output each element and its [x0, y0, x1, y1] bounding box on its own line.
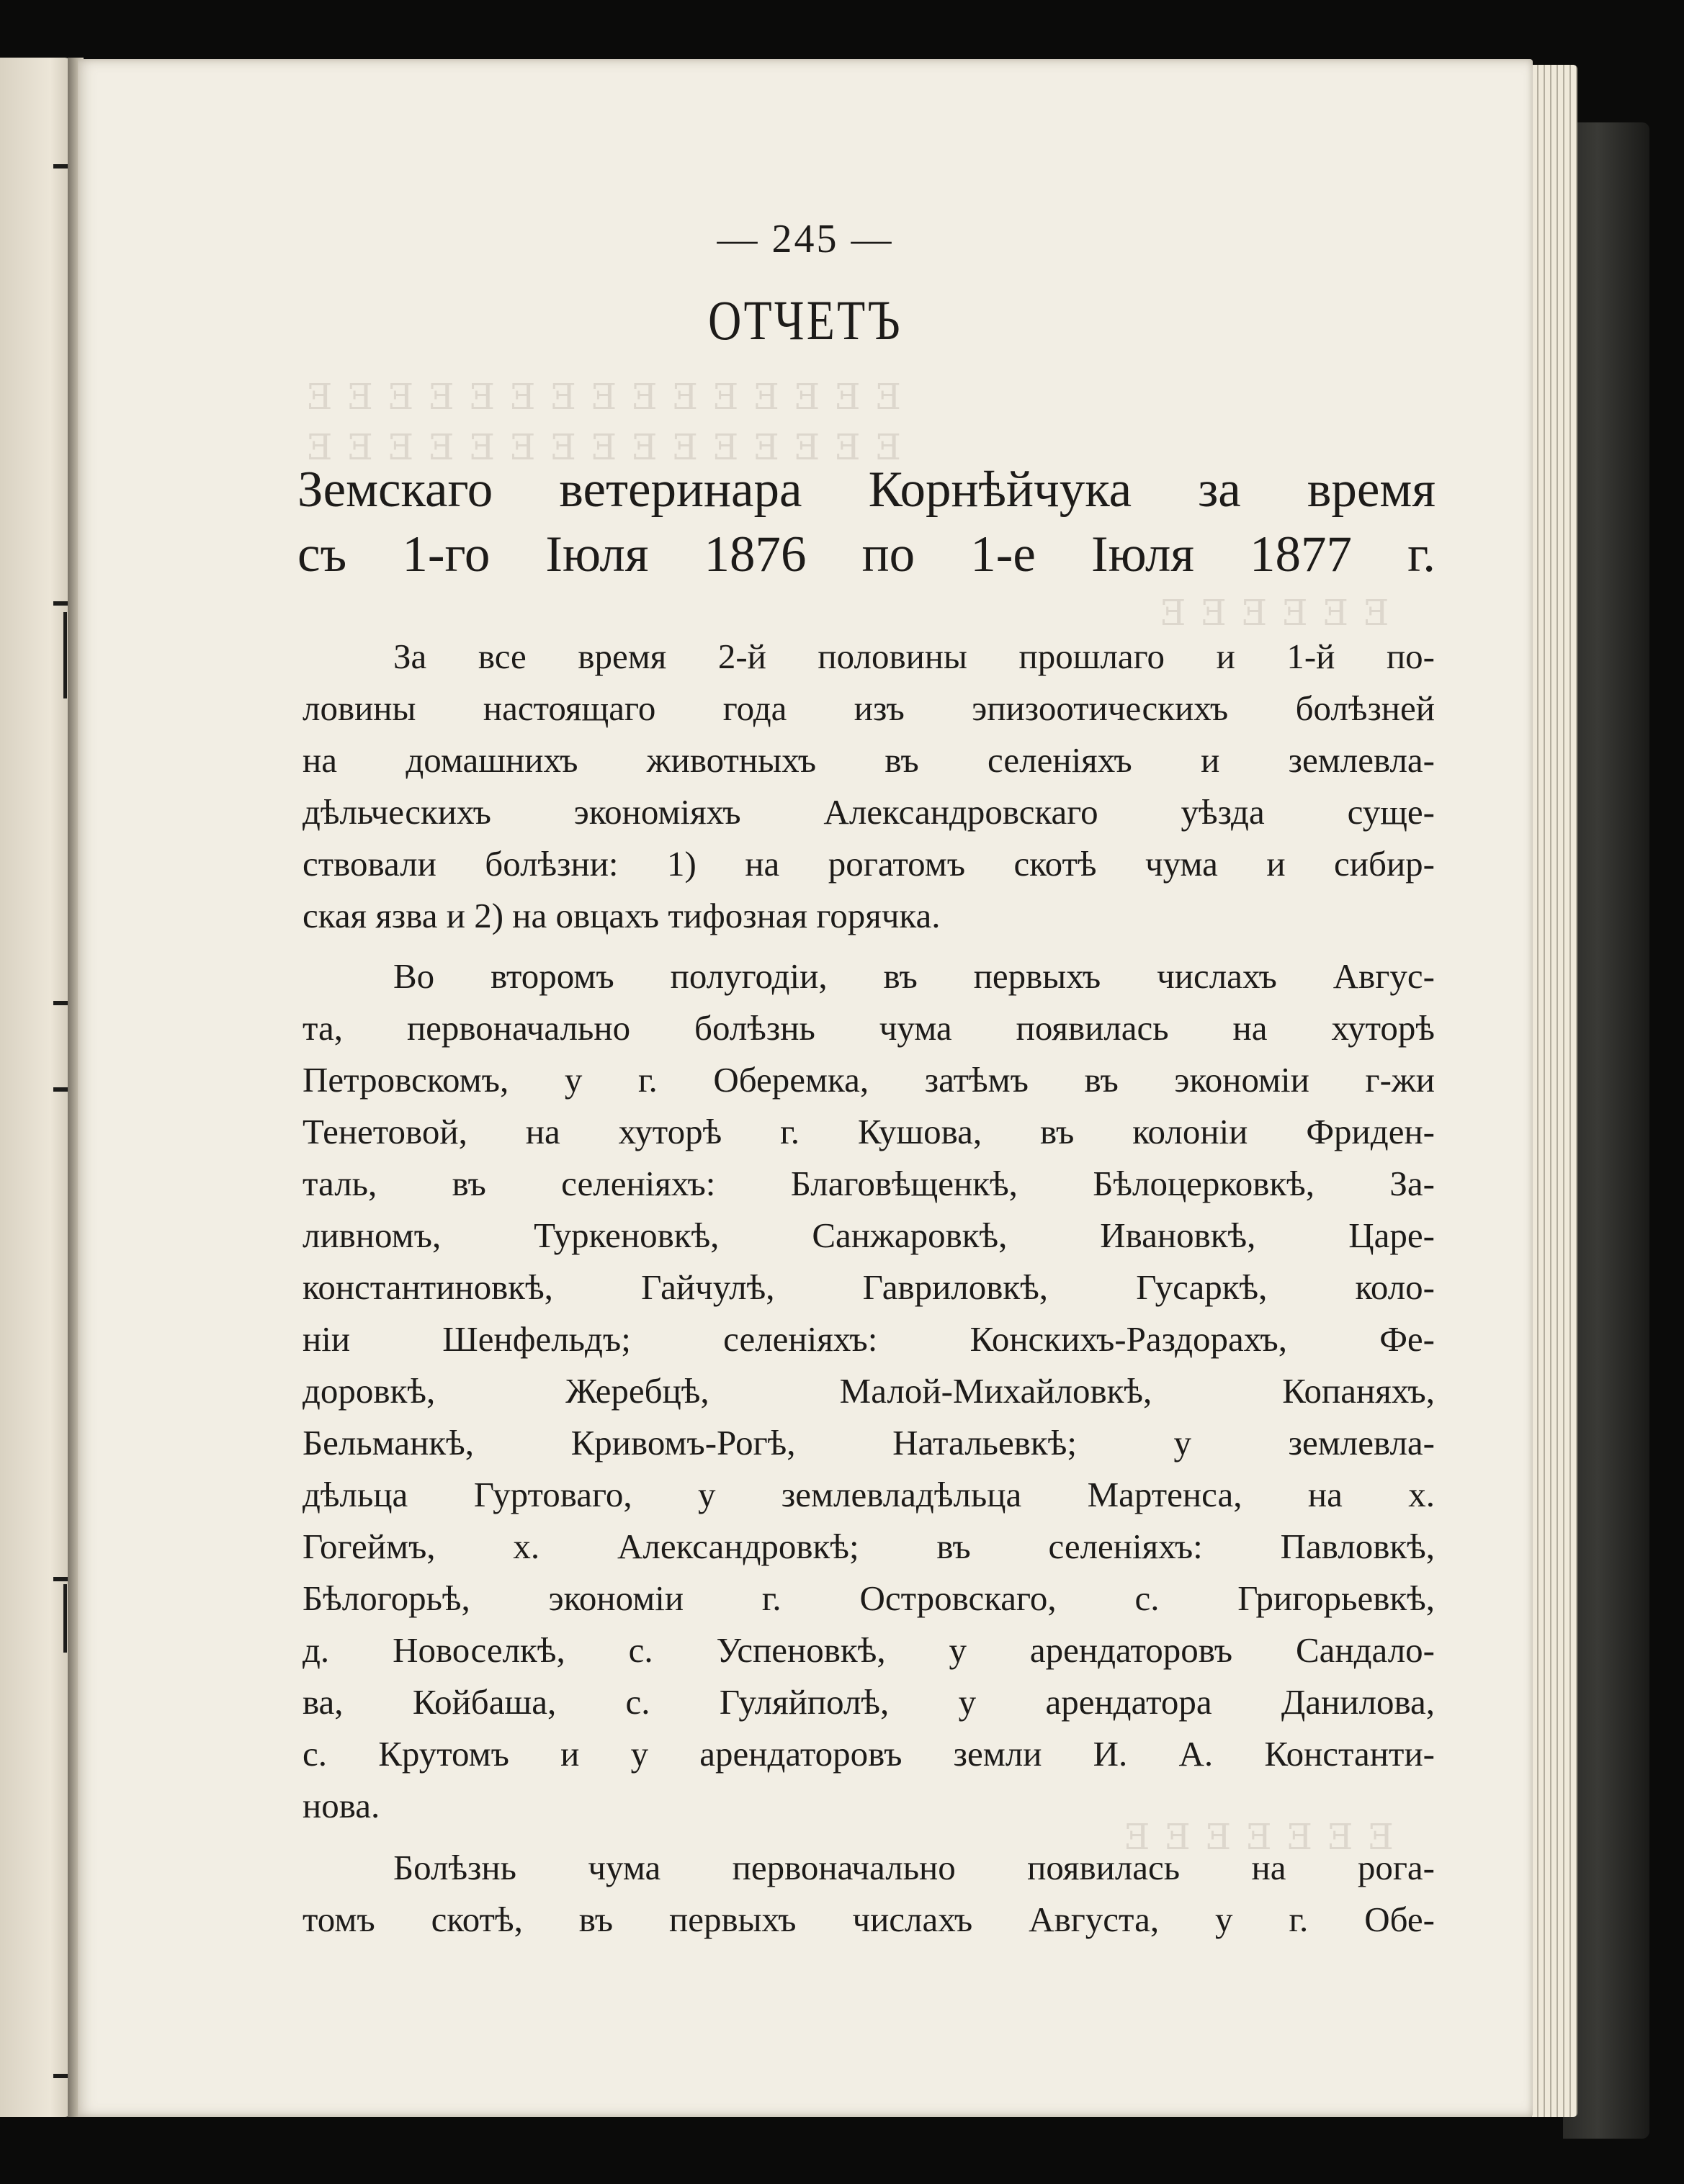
binding-thread	[63, 612, 67, 698]
bleed-through-text: Е Е Е Е Е Е Е	[1122, 1816, 1394, 1858]
body-line: с. Крутомъ и у арендаторовъ земли И. А. Константи-	[303, 1734, 1435, 1774]
body-line: Болѣзнь чума первоначально появилась на рога-	[393, 1848, 1435, 1887]
body-line: томъ скотѣ, въ первыхъ числахъ Августа, у г. Обе-	[303, 1900, 1435, 1939]
body-line: та, первоначально болѣзнь чума появилась на хуторѣ	[303, 1008, 1435, 1048]
subtitle-line: съ 1-го Іюля 1876 по 1-е Іюля 1877 г.	[297, 526, 1436, 583]
body-line: доровкѣ, Жеребцѣ, Малой-Михайловкѣ, Копаняхъ,	[303, 1371, 1435, 1411]
binding-thread	[63, 1584, 67, 1653]
body-line: За все время 2-й половины прошлаго и 1-й по-	[393, 637, 1435, 676]
body-line: ніи Шенфельдъ; селеніяхъ: Конскихъ-Раздорахъ, Фе-	[303, 1319, 1435, 1359]
body-line: ва, Койбаша, с. Гуляйполѣ, у арендатора Данилова,	[303, 1682, 1435, 1722]
body-line: ловины настоящаго года изъ эпизоотическихъ болѣзней	[303, 688, 1435, 728]
body-line: Бѣлогорьѣ, экономіи г. Островскаго, с. Григорьевкѣ,	[303, 1578, 1435, 1618]
book-page	[78, 59, 1533, 2117]
body-line: Тенетовой, на хуторѣ г. Кушова, въ колоніи Фриден-	[303, 1112, 1435, 1151]
body-line: ская язва и 2) на овцахъ тифозная горячка.	[303, 896, 941, 935]
body-line: Петровскомъ, у г. Оберемка, затѣмъ въ экономіи г-жи	[303, 1060, 1435, 1100]
bleed-through-text: Е Е Е Е Е Е Е Е Е Е Е Е Е Е Е	[305, 376, 901, 418]
body-line: дѣльца Гуртоваго, у землевладѣльца Мартенса, на х.	[303, 1475, 1435, 1514]
body-line: Гогеймъ, х. Александровкѣ; въ селеніяхъ: Павловкѣ,	[303, 1527, 1435, 1566]
page-number: — 245 —	[717, 217, 894, 261]
body-line: таль, въ селеніяхъ: Благовѣщенкѣ, Бѣлоцерковкѣ, За-	[303, 1164, 1435, 1203]
body-line: д. Новоселкѣ, с. Успеновкѣ, у арендаторовъ Сандало-	[303, 1630, 1435, 1670]
body-line: на домашнихъ животныхъ въ селеніяхъ и землевла-	[303, 740, 1435, 780]
bleed-through-text: Е Е Е Е Е Е Е Е Е Е Е Е Е Е Е	[305, 426, 901, 468]
body-line: Во второмъ полугодіи, въ первыхъ числахъ Авгус-	[393, 956, 1435, 996]
subtitle-line: Земскаго ветеринара Корнѣйчука за время	[297, 462, 1436, 518]
body-line: дѣльческихъ экономіяхъ Александровскаго уѣзда суще-	[303, 792, 1435, 832]
body-line: константиновкѣ, Гайчулѣ, Гавриловкѣ, Гусаркѣ, коло-	[303, 1267, 1435, 1307]
body-line: ствовали болѣзни: 1) на рогатомъ скотѣ чума и сибир-	[303, 844, 1435, 884]
body-line: Бельманкѣ, Кривомъ-Рогѣ, Натальевкѣ; у землевла-	[303, 1423, 1435, 1462]
body-line: ливномъ, Туркеновкѣ, Санжаровкѣ, Ивановкѣ, Царе-	[303, 1215, 1435, 1255]
body-line: нова.	[303, 1786, 380, 1825]
bleed-through-text: Е Е Е Е Е Е	[1158, 592, 1389, 634]
page-title: ОТЧЕТЪ	[708, 289, 903, 351]
